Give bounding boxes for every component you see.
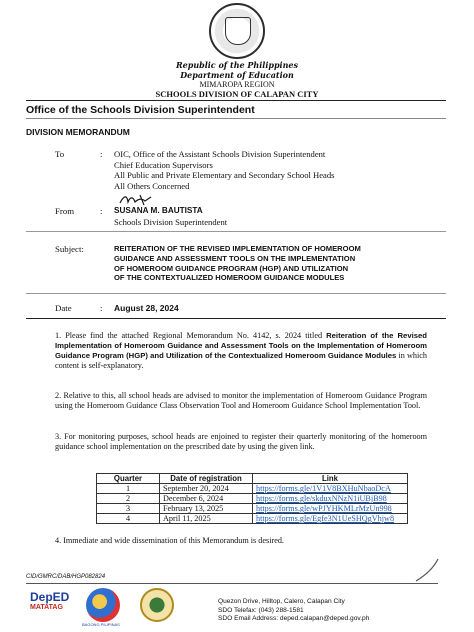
subject-line: OF THE CONTEXTUALIZED HOMEROOM GUIDANCE MODULES	[114, 273, 345, 283]
logo-text: DepED	[30, 590, 70, 604]
reference-code: CID/GMRC/DAB/HGP082824	[26, 574, 106, 580]
table-row	[97, 494, 408, 504]
divider-3	[26, 318, 446, 319]
para1-title: Reiteration of the Revised Implementation of Homeroom Guidance and Assessment Tools on the Implementation of Homeroom Guidance Program (HGP) and Utilization of the Contextualized Homeroom Guidance Modules	[55, 331, 427, 360]
quarter-cell: 2	[97, 494, 160, 504]
registration-link[interactable]: https://forms.gle/wPJYHKMLrMzUn998	[253, 504, 408, 514]
telefax: SDO Telefax: (043) 288-1581	[218, 606, 304, 614]
bagong-pilipinas-text: BAGONG PILIPINAS	[82, 622, 120, 627]
contact-block	[218, 598, 369, 624]
recipient: OIC, Office of the Assistant Schools Division Superintendent	[114, 149, 326, 159]
registration-link[interactable]: https://forms.gle/1V1V8BXHuNbaoDcA	[253, 484, 408, 494]
bagong-pilipinas-logo	[86, 588, 120, 622]
table-row	[97, 504, 408, 514]
date-label: Date	[55, 303, 72, 313]
quarter-cell: 4	[97, 514, 160, 524]
office-title: Office of the Schools Division Superintendent	[26, 104, 255, 116]
from-colon: :	[100, 206, 103, 216]
subject-line: REITERATION OF THE REVISED IMPLEMENTATION OF HOMEROOM	[114, 244, 361, 253]
subject-line: OF HOMEROOM GUIDANCE PROGRAM (HGP) AND UTILIZATION	[114, 263, 349, 273]
divider-2	[26, 293, 446, 294]
paragraph-4: 4. Immediate and wide dissemination of this Memorandum is desired.	[55, 536, 284, 545]
footer-rule	[26, 583, 438, 584]
logo-subtext: MATATAG	[30, 604, 63, 611]
to-label: To	[55, 149, 65, 159]
recipient-list	[114, 149, 335, 191]
republic-line: Republic of the Philippines	[175, 60, 298, 70]
sender-name: SUSANA M. BAUTISTA	[114, 206, 203, 215]
table-header-row	[97, 474, 408, 484]
recipient: All Public and Private Elementary and Secondary School Heads	[114, 170, 335, 180]
paragraph-3: 3. For monitoring purposes, school heads are enjoined to register their quarterly monitoring of the homeroom guidance school implementation on the prescribed date by using the given link.	[55, 432, 427, 451]
header-link: Link	[253, 474, 408, 484]
subject-text	[114, 244, 424, 283]
deped-matatag-logo	[30, 590, 74, 622]
footer-swoosh	[414, 557, 440, 583]
date-cell: February 13, 2025	[160, 504, 253, 514]
date-value: August 28, 2024	[114, 303, 179, 313]
quarter-cell: 1	[97, 484, 160, 494]
sender-block	[114, 206, 227, 227]
subject-line: GUIDANCE AND ASSESSMENT TOOLS ON THE IMPLEMENTATION	[114, 253, 356, 263]
paragraph-1	[55, 331, 427, 371]
registration-table	[96, 473, 408, 524]
memo-type: DIVISION MEMORANDUM	[26, 127, 130, 137]
office-rule	[26, 118, 446, 119]
date-cell: December 6, 2024	[160, 494, 253, 504]
deped-seal-logo	[209, 3, 265, 59]
recipient: All Others Concerned	[114, 180, 190, 191]
subject-label: Subject:	[55, 244, 84, 254]
region-line: MIMAROPA REGION	[199, 80, 275, 89]
address: Quezon Drive, Hilltop, Calero, Calapan City	[218, 598, 345, 605]
division-line: SCHOOLS DIVISION OF CALAPAN CITY	[155, 89, 319, 99]
division-seal-logo	[140, 588, 174, 622]
date-cell: September 20, 2024	[160, 484, 253, 494]
date-cell: April 11, 2025	[160, 514, 253, 524]
to-colon: :	[100, 149, 103, 159]
divider-1	[26, 231, 446, 232]
header-date: Date of registration	[160, 474, 253, 484]
department-line: Department of Education	[180, 70, 294, 80]
recipient: Chief Education Supervisors	[114, 159, 213, 170]
para1-end: in which content is self-explanatory.	[55, 350, 427, 370]
from-label: From	[55, 206, 75, 216]
header-quarter: Quarter	[97, 474, 160, 484]
date-colon: :	[100, 303, 103, 313]
email: SDO Email Address: deped.calapan@deped.gov.ph	[218, 615, 370, 623]
registration-link[interactable]: https://forms.gle/Egfe3N1UeSHQgVhjw8	[253, 514, 408, 524]
para1-intro: 1. Please find the attached Regional Memorandum No. 4142, s. 2024 titled	[55, 331, 327, 340]
paragraph-2: 2. Relative to this, all school heads are advised to monitor the implementation of Homeroom Guidance Program using the Homeroom Guidance Class Observation Tool and Homeroom Guidance School Implementation Tool.	[55, 391, 427, 410]
header-rule	[26, 100, 446, 101]
sender-title: Schools Division Superintendent	[114, 216, 228, 227]
table-row	[97, 484, 408, 494]
table-row	[97, 514, 408, 524]
registration-link[interactable]: https://forms.gle/skduxNNzN1iUBjB98	[253, 494, 408, 504]
quarter-cell: 3	[97, 504, 160, 514]
signature-image	[118, 193, 158, 207]
